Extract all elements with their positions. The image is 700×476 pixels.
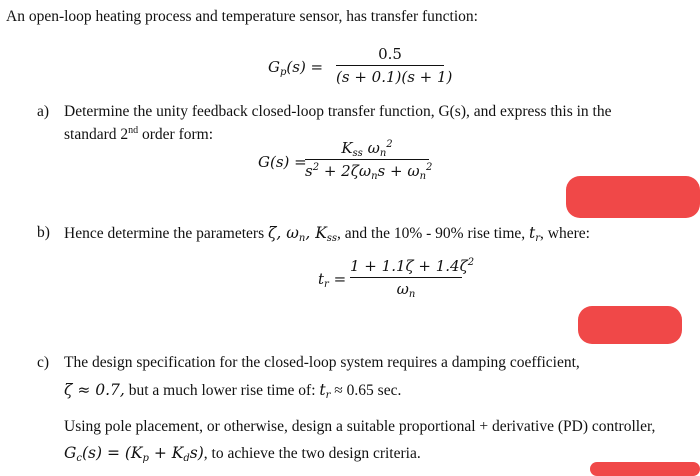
part-a-line1: Determine the unity feedback closed-loop transfer function, G(s), and express this in the <box>64 103 612 120</box>
gp-denominator: (s + 0.1)(s + 1) <box>336 68 453 86</box>
tr-denominator: $\omega_n$ <box>396 280 416 300</box>
gp-fraction <box>336 44 453 87</box>
gs-numerator: $K_{ss}$ $\omega_n^2$ <box>341 139 393 159</box>
redaction-mark-2 <box>578 306 682 344</box>
gp-lhs: $G_p(s)$ = <box>268 58 324 78</box>
part-c-line1: The design specification for the closed-loop system requires a damping coefficient, <box>64 354 580 371</box>
part-b-label: b) <box>37 224 50 241</box>
intro-text: An open-loop heating process and temperature sensor, has transfer function: <box>6 8 478 25</box>
fraction-bar <box>350 277 462 278</box>
gp-numerator: 0.5 <box>378 45 402 63</box>
part-a-label: a) <box>37 103 50 120</box>
part-a-line2: standard 2nd order form: <box>64 125 214 143</box>
tr-lhs: $t_r$ = <box>318 270 347 290</box>
tr-fraction <box>350 256 475 300</box>
part-c-line3: Using pole placement, or otherwise, design a suitable proportional + derivative (PD) controller, <box>64 418 656 435</box>
redaction-mark-1 <box>566 176 700 218</box>
part-b-line1: Hence determine the parameters ζ, $\omega_n$, $K_{ss}$, and the 10% - 90% rise time, $t_r$, where: <box>64 224 590 244</box>
redaction-mark-3 <box>590 462 700 476</box>
tr-numerator: $1 + 1.1\zeta + 1.4\zeta^2$ <box>350 257 475 275</box>
fraction-bar <box>305 159 429 160</box>
fraction-bar <box>336 65 444 66</box>
part-c-line2: ζ ≈ 0.7, but a much lower rise time of: $t_r \approx 0.65$ sec. <box>64 381 402 401</box>
gs-denominator: $s^2 + 2\zeta\omega_ns + \omega_n^2$ <box>305 162 433 182</box>
part-c-label: c) <box>37 354 50 371</box>
part-c-line4: $G_c(s) = (K_p + K_ds)$, to achieve the two design criteria. <box>64 444 421 464</box>
gs-fraction <box>305 138 433 182</box>
gs-lhs: G(s) = <box>258 153 307 171</box>
